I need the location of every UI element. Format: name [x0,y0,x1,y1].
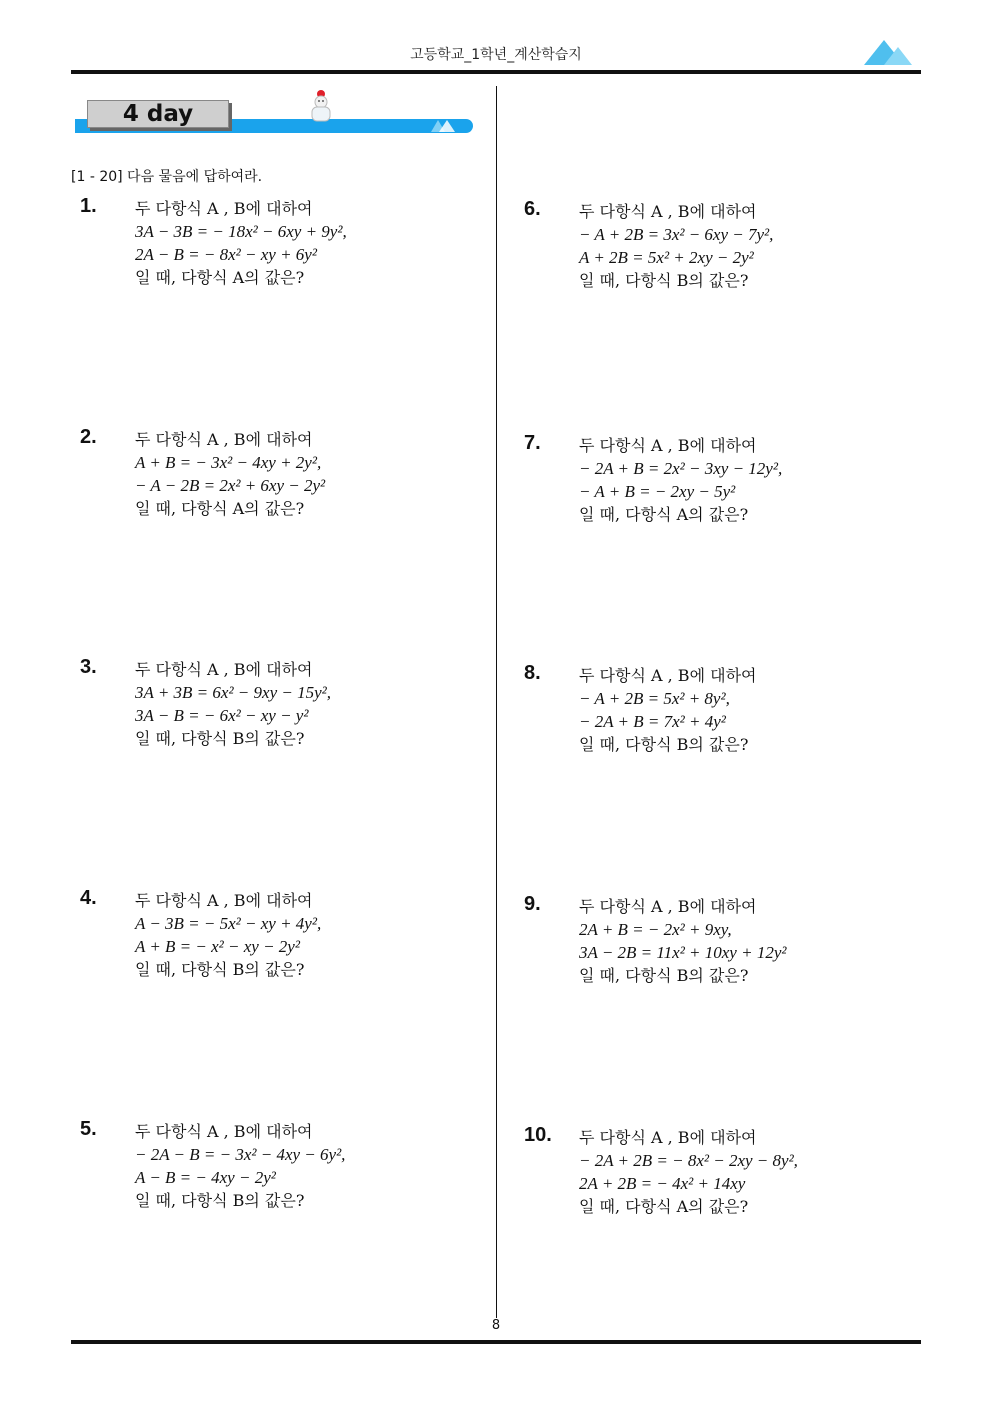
column-divider [496,86,497,1318]
equation-line: A + 2B = 5x² + 2xy − 2y² [579,248,754,267]
problem-line: 일 때, 다항식 B의 값은? [579,966,749,985]
page-number: 8 [491,1318,501,1333]
problem-line: 두 다항식 A , B에 대하여 [135,891,313,910]
problem-line: 일 때, 다항식 B의 값은? [135,960,305,979]
problem-number: 2. [80,426,97,448]
problem-line: 일 때, 다항식 A의 값은? [135,268,305,287]
equation-line: − A + 2B = 3x² − 6xy − 7y², [579,225,774,244]
problem-line: 두 다항식 A , B에 대하여 [135,199,313,218]
equation-line: − 2A + B = 2x² − 3xy − 12y², [579,459,783,478]
problem-text [579,200,773,292]
problem-text [135,197,347,289]
triangle-decoration-icon [427,117,457,137]
problem-text [579,664,756,756]
problem-line: 일 때, 다항식 B의 값은? [579,271,749,290]
problem-line: 두 다항식 A , B에 대하여 [579,1128,757,1147]
equation-line: 2A + 2B = − 4x² + 14xy [579,1174,746,1193]
problem-number: 1. [80,195,97,217]
problem-text [135,428,325,520]
problem-text [135,658,331,750]
snowman-icon [306,86,336,128]
problem-number: 4. [80,887,97,909]
mountain-logo-icon [862,38,914,70]
problem-line: 두 다항식 A , B에 대하여 [579,666,757,685]
problem-line: 일 때, 다항식 A의 값은? [579,505,749,524]
equation-line: 3A − 2B = 11x² + 10xy + 12y² [579,943,787,962]
header-rule [71,70,921,74]
problem-line: 일 때, 다항식 B의 값은? [135,1191,305,1210]
equation-line: − 2A − B = − 3x² − 4xy − 6y², [135,1145,346,1164]
day-label: 4 day [87,100,229,128]
page-header-title: 고등학교_1학년_계산학습지 [410,47,582,63]
problem-text [579,434,782,526]
equation-line: − A + 2B = 5x² + 8y², [579,689,730,708]
day-banner [75,95,475,139]
equation-line: A + B = − x² − xy − 2y² [135,937,300,956]
problem-line: 일 때, 다항식 A의 값은? [135,499,305,518]
problem-number: 3. [80,656,97,678]
equation-line: − 2A + B = 7x² + 4y² [579,712,726,731]
equation-line: 2A + B = − 2x² + 9xy, [579,920,732,939]
problem-line: 일 때, 다항식 B의 값은? [579,735,749,754]
equation-line: 3A − B = − 6x² − xy − y² [135,706,309,725]
problem-text [579,895,786,987]
problem-text [579,1126,798,1218]
equation-line: A − 3B = − 5x² − xy + 4y², [135,914,322,933]
problem-number: 9. [524,893,541,915]
instruction-text: [1 - 20] 다음 물음에 답하여라. [71,169,263,185]
problem-line: 두 다항식 A , B에 대하여 [135,660,313,679]
footer-rule [71,1340,921,1344]
equation-line: 3A + 3B = 6x² − 9xy − 15y², [135,683,331,702]
equation-line: 3A − 3B = − 18x² − 6xy + 9y², [135,222,347,241]
problem-number: 7. [524,432,541,454]
problem-line: 두 다항식 A , B에 대하여 [579,436,757,455]
problem-line: 두 다항식 A , B에 대하여 [579,897,757,916]
problem-text [135,1120,345,1212]
equation-line: − A + B = − 2xy − 5y² [579,482,736,501]
equation-line: − A − 2B = 2x² + 6xy − 2y² [135,476,326,495]
problem-number: 6. [524,198,541,220]
equation-line: A + B = − 3x² − 4xy + 2y², [135,453,322,472]
equation-line: A − B = − 4xy − 2y² [135,1168,276,1187]
problem-number: 10. [524,1124,552,1146]
problem-number: 8. [524,662,541,684]
problem-line: 일 때, 다항식 A의 값은? [579,1197,749,1216]
equation-line: − 2A + 2B = − 8x² − 2xy − 8y², [579,1151,798,1170]
problem-line: 두 다항식 A , B에 대하여 [579,202,757,221]
equation-line: 2A − B = − 8x² − xy + 6y² [135,245,317,264]
problem-text [135,889,321,981]
problem-number: 5. [80,1118,97,1140]
problem-line: 일 때, 다항식 B의 값은? [135,729,305,748]
problem-line: 두 다항식 A , B에 대하여 [135,430,313,449]
problem-line: 두 다항식 A , B에 대하여 [135,1122,313,1141]
